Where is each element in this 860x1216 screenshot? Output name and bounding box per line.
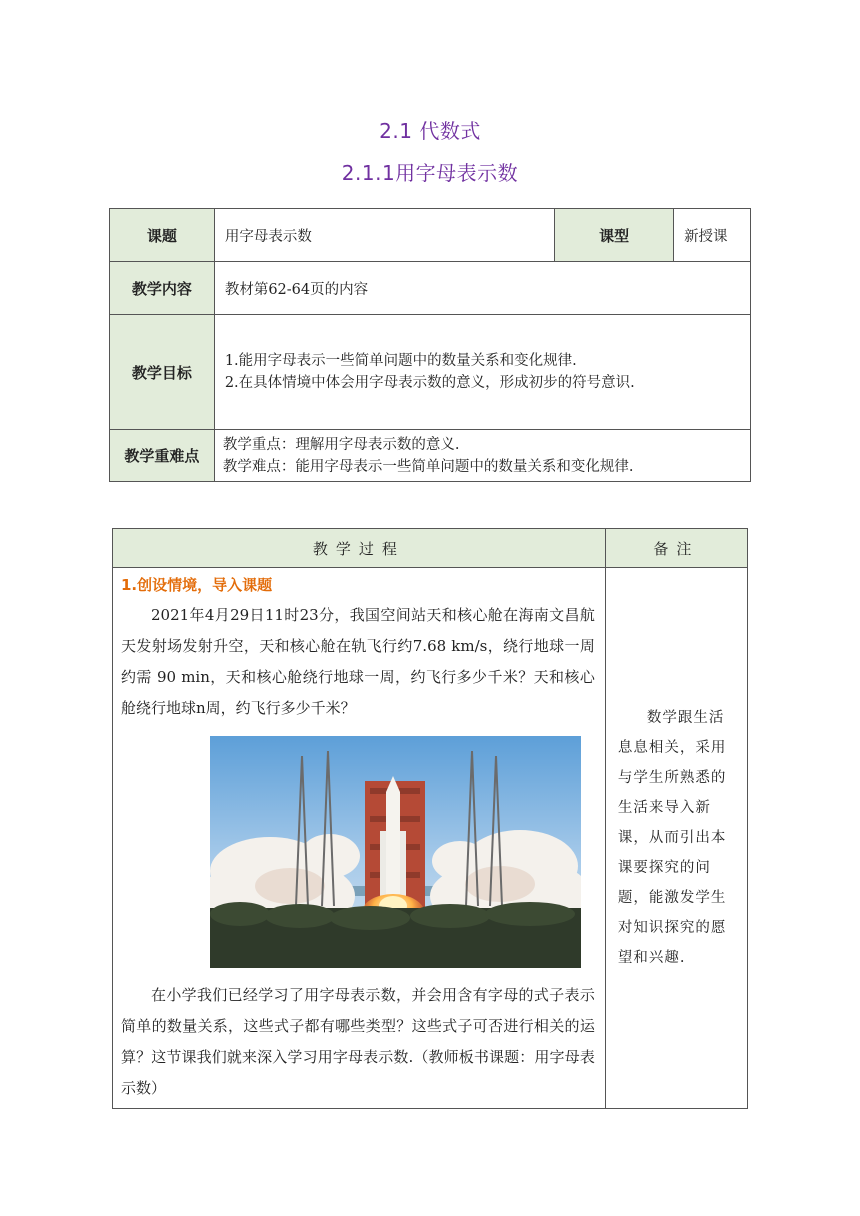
rocket-launch-photo bbox=[210, 736, 581, 968]
content-value: 教材第62-64页的内容 bbox=[214, 262, 750, 315]
transition-paragraph: 在小学我们已经学习了用字母表示数，并会用含有字母的式子表示简单的数量关系，这些式子都有哪些类型？这些式子可否进行相关的运算？这节课我们就来深入学习用字母表示数.（教师板书课题：用字母表示数） bbox=[121, 986, 595, 1097]
goal-item: 1.能用字母表示一些简单问题中的数量关系和变化规律. bbox=[224, 353, 577, 369]
lesson-type-label: 课型 bbox=[555, 209, 674, 262]
goal-item: 2.在具体情境中体会用字母表示数的意义，形成初步的符号意识. bbox=[224, 375, 635, 391]
note-text: 数学跟生活息息相关，采用与学生所熟悉的生活来导入新课，从而引出本课要探究的问题，能激发学生对知识探究的愿望和兴趣. bbox=[617, 710, 727, 966]
lesson-info-table bbox=[109, 208, 751, 482]
process-header: 教学过程 bbox=[113, 529, 606, 568]
section-title: 2.1 代数式 bbox=[379, 119, 481, 143]
keypoint-item: 教学难点：能用字母表示一些简单问题中的数量关系和变化规律. bbox=[222, 458, 634, 475]
keypoint-item: 教学重点：理解用字母表示数的意义. bbox=[222, 436, 460, 453]
subsection-title: 2.1.1用字母表示数 bbox=[341, 161, 519, 185]
topic-label: 课题 bbox=[110, 209, 215, 262]
teaching-process-table bbox=[112, 528, 748, 1109]
intro-paragraph: 2021年4月29日11时23分，我国空间站天和核心舱在海南文昌航天发射场发射升空，天和核心舱在轨飞行约7.68 km/s，绕行地球一周约需 90 min，天和核心舱绕行地球一周，约飞行多少千米？天和核心舱绕行地球n周，约飞行多少千米？ bbox=[121, 606, 595, 717]
topic-value: 用字母表示数 bbox=[214, 209, 554, 262]
note-cell bbox=[605, 568, 747, 1109]
keypoints-label: 教学重难点 bbox=[110, 430, 215, 482]
content-label: 教学内容 bbox=[110, 262, 215, 315]
goals-label: 教学目标 bbox=[110, 315, 215, 430]
goals-cell bbox=[214, 315, 750, 430]
lesson-type-value: 新授课 bbox=[674, 209, 751, 262]
process-content bbox=[113, 568, 606, 1109]
keypoints-cell bbox=[214, 430, 750, 482]
section-heading: 1.创设情境，导入课题 bbox=[121, 576, 273, 594]
notes-header: 备注 bbox=[605, 529, 747, 568]
